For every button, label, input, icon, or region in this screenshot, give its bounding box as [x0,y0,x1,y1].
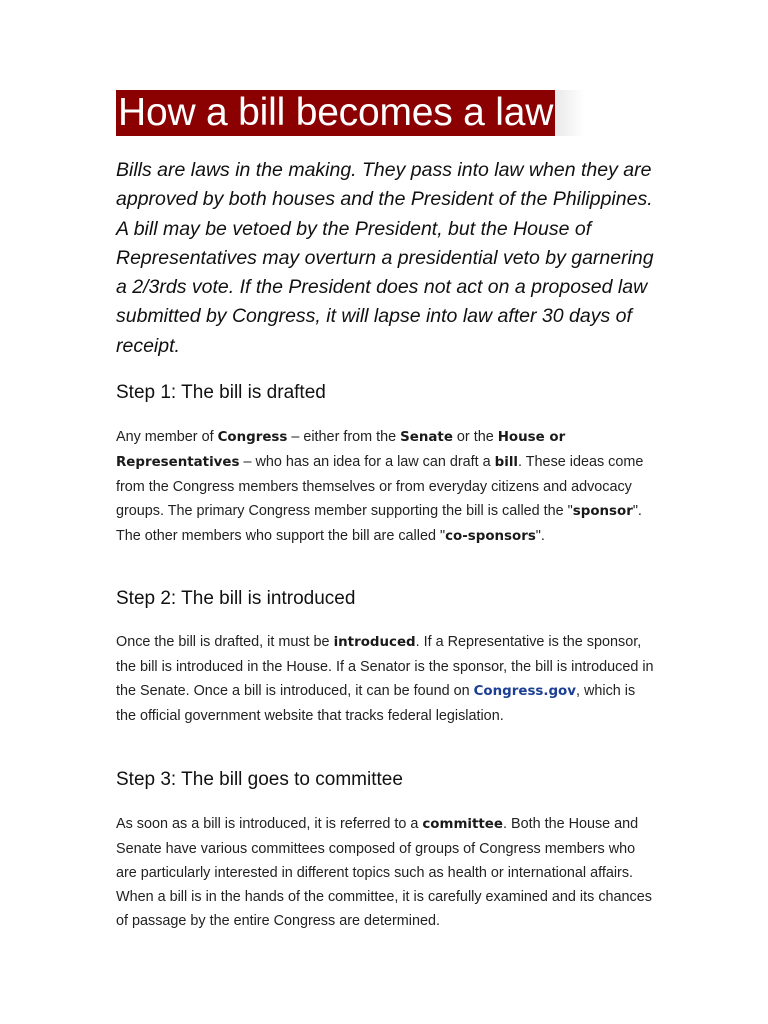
bold-term: co-sponsors [445,529,536,544]
step-2-body [116,630,656,728]
step-2-heading: Step 2: The bill is introduced [116,588,356,609]
bold-term: sponsor [572,504,633,519]
step-1-body [116,425,656,549]
congress-gov-link[interactable]: Congress.gov [473,684,576,699]
bold-term: Congress [217,430,288,445]
text-run: – who has an idea for a law can draft a [239,454,495,470]
text-run: Any member of [116,429,218,445]
title-banner [116,90,650,138]
intro-paragraph: Bills are laws in the making. They pass into law when they are approved by both houses and the President of the Philippines. A bill may be vetoed by the President, but the House of Representatives may overturn a presidential veto by garnering a 2/3rds vote. If the President does not act on a proposed law submitted by Congress, it will lapse into law after 30 days of receipt. [116,159,654,357]
bold-term: introduced [333,635,416,650]
step-3-body [116,812,656,933]
text-run: Once the bill is drafted, it must be [116,634,334,650]
text-run: . Both the House and Senate have various committees composed of groups of Congress members who are particularly interested in different topics such as health or international affairs. When a bill is in the hands of the committee, it is carefully examined and its chances of passage by the entire Congress are determined. [116,816,652,929]
text-run: ". The other members who support the bill are called " [116,503,642,544]
page-title: How a bill becomes a law [118,91,554,134]
text-run: or the [452,429,498,445]
text-run: , which is the official government website that tracks federal legislation. [116,683,636,724]
text-run: . These ideas come from the Congress members themselves or from everyday citizens and advocacy groups. The primary Congress member supporting the bill is called the " [116,454,644,519]
text-run: – either from the [287,429,401,445]
bold-term: Senate [400,430,453,445]
bold-term: bill [494,455,519,470]
step-3-heading: Step 3: The bill goes to committee [116,769,403,790]
text-run: . If a Representative is the sponsor, the bill is introduced in the House. If a Senator is the sponsor, the bill is introduced in the Senate. Once a bill is introduced, it can be found on [116,634,654,699]
text-run: ". [535,528,545,544]
bold-term: committee [422,817,503,832]
bold-term: House or Representatives [116,430,566,470]
text-run: As soon as a bill is introduced, it is referred to a [116,816,423,832]
step-1-heading: Step 1: The bill is drafted [116,382,326,403]
title-banner-fade [555,90,585,136]
